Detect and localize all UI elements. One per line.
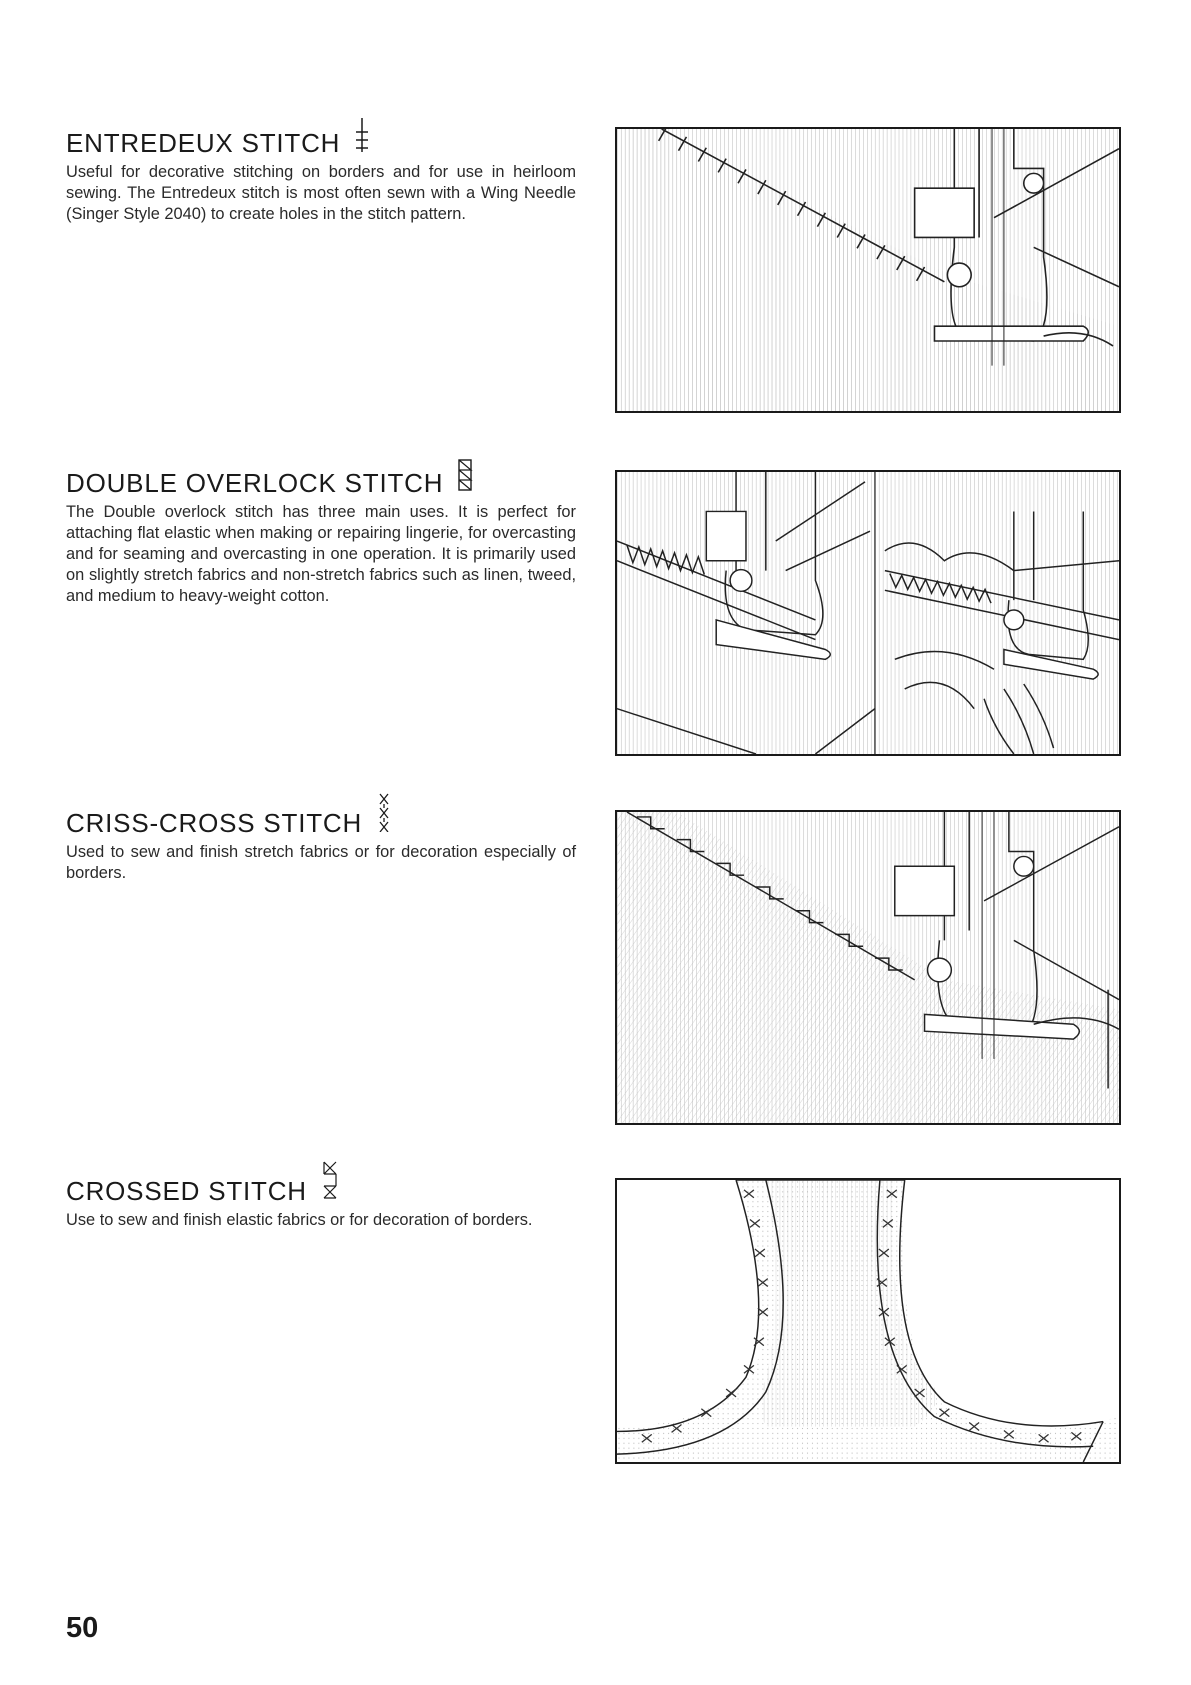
criss-cross-title-text: CRISS-CROSS STITCH: [66, 808, 363, 838]
double-overlock-title-text: DOUBLE OVERLOCK STITCH: [66, 468, 444, 498]
double-overlock-section: [66, 458, 576, 607]
crossed-title-text: CROSSED STITCH: [66, 1176, 307, 1206]
crossed-description: Use to sew and finish elastic fabrics or for decoration of borders.: [66, 1211, 533, 1229]
double-overlock-illustration: [615, 470, 1121, 756]
entredeux-title-text: ENTREDEUX STITCH: [66, 128, 341, 158]
entredeux-section: [66, 118, 576, 225]
crossed-title: [66, 1160, 576, 1206]
page-number: 50: [66, 1612, 99, 1644]
entredeux-description: Useful for decorative stitching on borders and for use in heirloom sewing. The Entredeux stitch is most often sewn with a Wing Needle (Singer Style 2040) to create holes in the stitch pattern.: [66, 163, 576, 223]
double-overlock-description: The Double overlock stitch has three main uses. It is perfect for attaching flat elastic when making or repairing lingerie, for overcasting and for seaming and overcasting in one operation. It is primarily used on slightly stretch fabrics and non-stretch fabrics such as linen, tweed, and medium to heavy-weight cotton.: [66, 503, 576, 605]
criss-cross-description: Used to sew and finish stretch fabrics or for decoration especially of borders.: [66, 843, 576, 882]
entredeux-title: [66, 118, 576, 158]
crossed-illustration: [615, 1178, 1121, 1464]
double-overlock-stitch-icon: [457, 458, 473, 498]
entredeux-illustration: [615, 127, 1121, 413]
criss-cross-stitch-icon: [376, 792, 392, 838]
crossed-section: [66, 1160, 576, 1231]
double-overlock-title: [66, 458, 576, 498]
criss-cross-illustration: [615, 810, 1121, 1125]
criss-cross-section: [66, 792, 576, 884]
crossed-stitch-icon: [321, 1160, 339, 1206]
criss-cross-title: [66, 792, 576, 838]
entredeux-stitch-icon: [354, 118, 370, 158]
